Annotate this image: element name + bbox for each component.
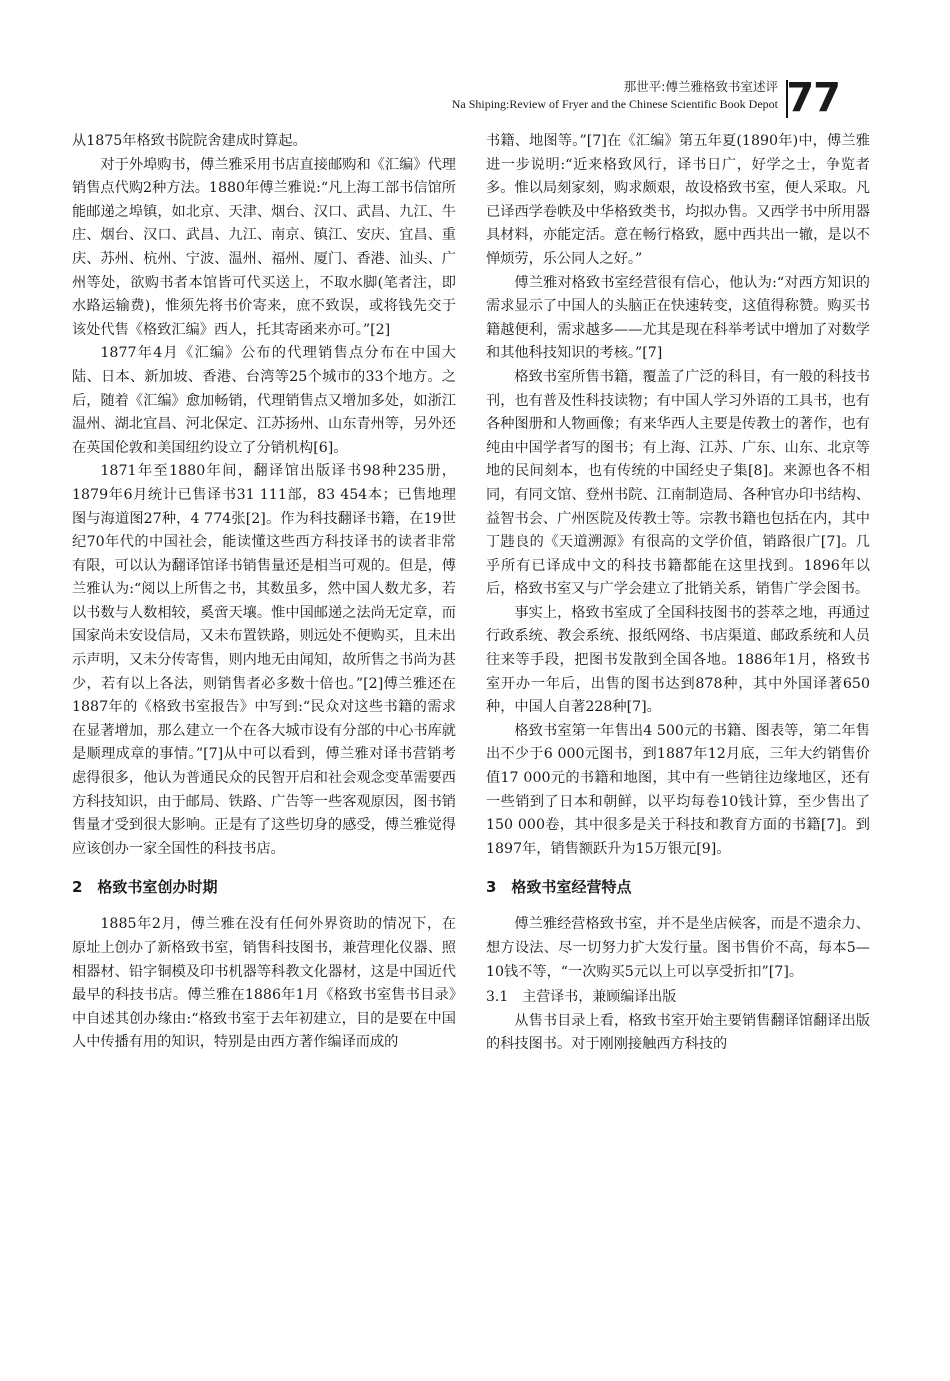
- paragraph: 1871年至1880年间，翻译馆出版译书98种235册，1879年6月统计已售译书31 111部，83 454本；已售地理图与海道图27种，4 774张[2]。作为科技翻译书籍，在19世纪70年代的中国社会，能读懂这些西方科技译书的读者非常有限，可以认为翻译馆译书销售量还是相当可观的。但是，傅兰雅认为:“阅以上所售之书，其数虽多，然中国人数尤多，若以书数与人数相较，奚啻天壤。惟中国邮递之法尚无定章，而国家尚未安设信局，又未布置铁路，则远处不便购买，且未出示声明，又未分传寄售，则内地无由闻知，故所售之书尚为甚少，若有以上各法，则销售者必多数十倍也。”[2]傅兰雅还在1887年的《格致书室报告》中写到:“民众对这些书籍的需求在显著增加，那么建立一个在各大城市设有分部的中心书库就是顺理成章的事情。”[7]从中可以看到，傅兰雅对译书营销考虑得很多，他认为普通民众的民智开启和社会观念变革需要西方科技知识，由于邮局、铁路、广告等一些客观原因，图书销售量才受到很大影响。正是有了这些切身的感受，傅兰雅觉得应该创办一家全国性的科技书店。: [72, 463, 456, 857]
- running-header: [322, 75, 842, 128]
- paragraph: 傅兰雅经营格致书室，并不是坐店候客，而是不遗余力、想方设法、尽一切努力扩大发行量。图书售价不高，每本5—10钱不等，“一次购买5元以上可以享受折扣”[7]。: [486, 916, 870, 980]
- paragraph: 从售书目录上看，格致书室开始主要销售翻译馆翻译出版的科技图书。对于刚刚接触西方科技的: [486, 1012, 870, 1053]
- header-title-english: Na Shiping:Review of Fryer and the Chinese Scientific Book Depot: [451, 97, 778, 111]
- header-title-chinese: 那世平:傅兰雅格致书室述评: [623, 79, 778, 94]
- paragraph: 对于外埠购书，傅兰雅采用书店直接邮购和《汇编》代理销售点代购2种方法。1880年傅兰雅说:“凡上海工部书信馆所能邮递之埠镇，如北京、天津、烟台、汉口、武昌、九江、牛庄、烟台、汉口、武昌、九江、南京、镇江、安庆、宜昌、重庆、苏州、杭州、宁波、温州、福州、厦门、香港、汕头、广州等处，欲购书者本馆皆可代买送上，不取水脚(笔者注，即水路运输费)，惟须先将书价寄来，庶不致误，或将钱先交于该处代售《格致汇编》西人，托其寄函来亦可。”[2]: [72, 156, 456, 338]
- page-number: 77: [786, 75, 840, 121]
- paragraph: 格致书室第一年售出4 500元的书籍、图表等，第二年售出不少于6 000元图书，到1887年12月底，三年大约销售价值17 000元的书籍和地图，其中有一些销往边缘地区，还有一些销到了日本和朝鲜，以平均每卷10钱计算，至少售出了150 000卷，其中很多是关于科技和教育方面的书籍[7]。到1897年，销售额跃升为15万银元[9]。: [486, 722, 870, 857]
- section-heading-2: 2 格致书室创办时期: [72, 878, 218, 897]
- section-heading-3: 3 格致书室经营特点: [486, 878, 632, 897]
- paragraph: 从1875年格致书院院舍建成时算起。: [72, 133, 307, 149]
- subsection-heading-3-1: 3.1 主营译书，兼顾编译出版: [486, 989, 677, 1006]
- paragraph: 事实上，格致书室成了全国科技图书的荟萃之地，再通过行政系统、教会系统、报纸网络、书店渠道、邮政系统和人员往来等手段，把图书发散到全国各地。1886年1月，格致书室开办一年后，出售的图书达到878种，其中外国译著650种，中国人自著228种[7]。: [486, 604, 870, 716]
- paragraph: 1885年2月，傅兰雅在没有任何外界资助的情况下，在原址上创办了新格致书室，销售科技图书，兼营理化仪器、照相器材、铅字铜模及印书机器等科教文化器材，这是中国近代最早的科技书店。傅兰雅在1886年1月《格致书室售书目录》中自述其创办缘由:“格致书室于去年初建立，目的是要在中国人中传播有用的知识，特别是由西方著作编译而成的: [72, 916, 456, 1051]
- paragraph: 书籍、地图等。”[7]在《汇编》第五年夏(1890年)中，傅兰雅进一步说明:“近来格致风行，译书日广，好学之士，争览者多。惟以局刻家刻，购求颇艰，故设格致书室，便人采取。凡已译西学卷帙及中华格致类书，均拟办售。又西学书中所用器具材料，亦能定活。意在畅行格致，愿中西共出一辙，是以不惮烦劳，乐公同人之好。”: [486, 133, 870, 267]
- paragraph: 1877年4月《汇编》公布的代理销售点分布在中国大陆、日本、新加坡、香港、台湾等25个城市的33个地方。之后，随着《汇编》愈加畅销，代理销售点又增加多处，如浙江温州、湖北宜昌、河北保定、江苏扬州、山东青州等，另外还在英国伦敦和美国纽约设立了分销机构[6]。: [72, 345, 456, 456]
- paragraph: 傅兰雅对格致书室经营很有信心，他认为:“对西方知识的需求显示了中国人的头脑正在快速转变，这值得称赞。购买书籍越便利，需求越多——尤其是现在科举考试中增加了对数学和其他科技知识的考核。”[7]: [486, 274, 870, 362]
- paragraph: 格致书室所售书籍，覆盖了广泛的科目，有一般的科技书刊，也有普及性科技读物；有中国人学习外语的工具书，也有各种图册和人物画像；有来华西人主要是传教士的著作，也有纯由中国学者写的图书；有上海、江苏、广东、山东、北京等地的民间刻本，也有传统的中国经史子集[8]。来源也各不相同，有同文馆、登州书院、江南制造局、各种官办印书结构、益智书会、广州医院及传教士等。宗教书籍也包括在内，其中丁韪良的《天道溯源》有很高的文学价值，销路很广[7]。几乎所有已译成中文的科技书籍都能在这里找到。1896年以后，格致书室又与广学会建立了批销关系，销售广学会图书。: [486, 368, 870, 598]
- left-column: [72, 130, 456, 1055]
- header-titles: [452, 78, 778, 112]
- right-column: [486, 130, 870, 1057]
